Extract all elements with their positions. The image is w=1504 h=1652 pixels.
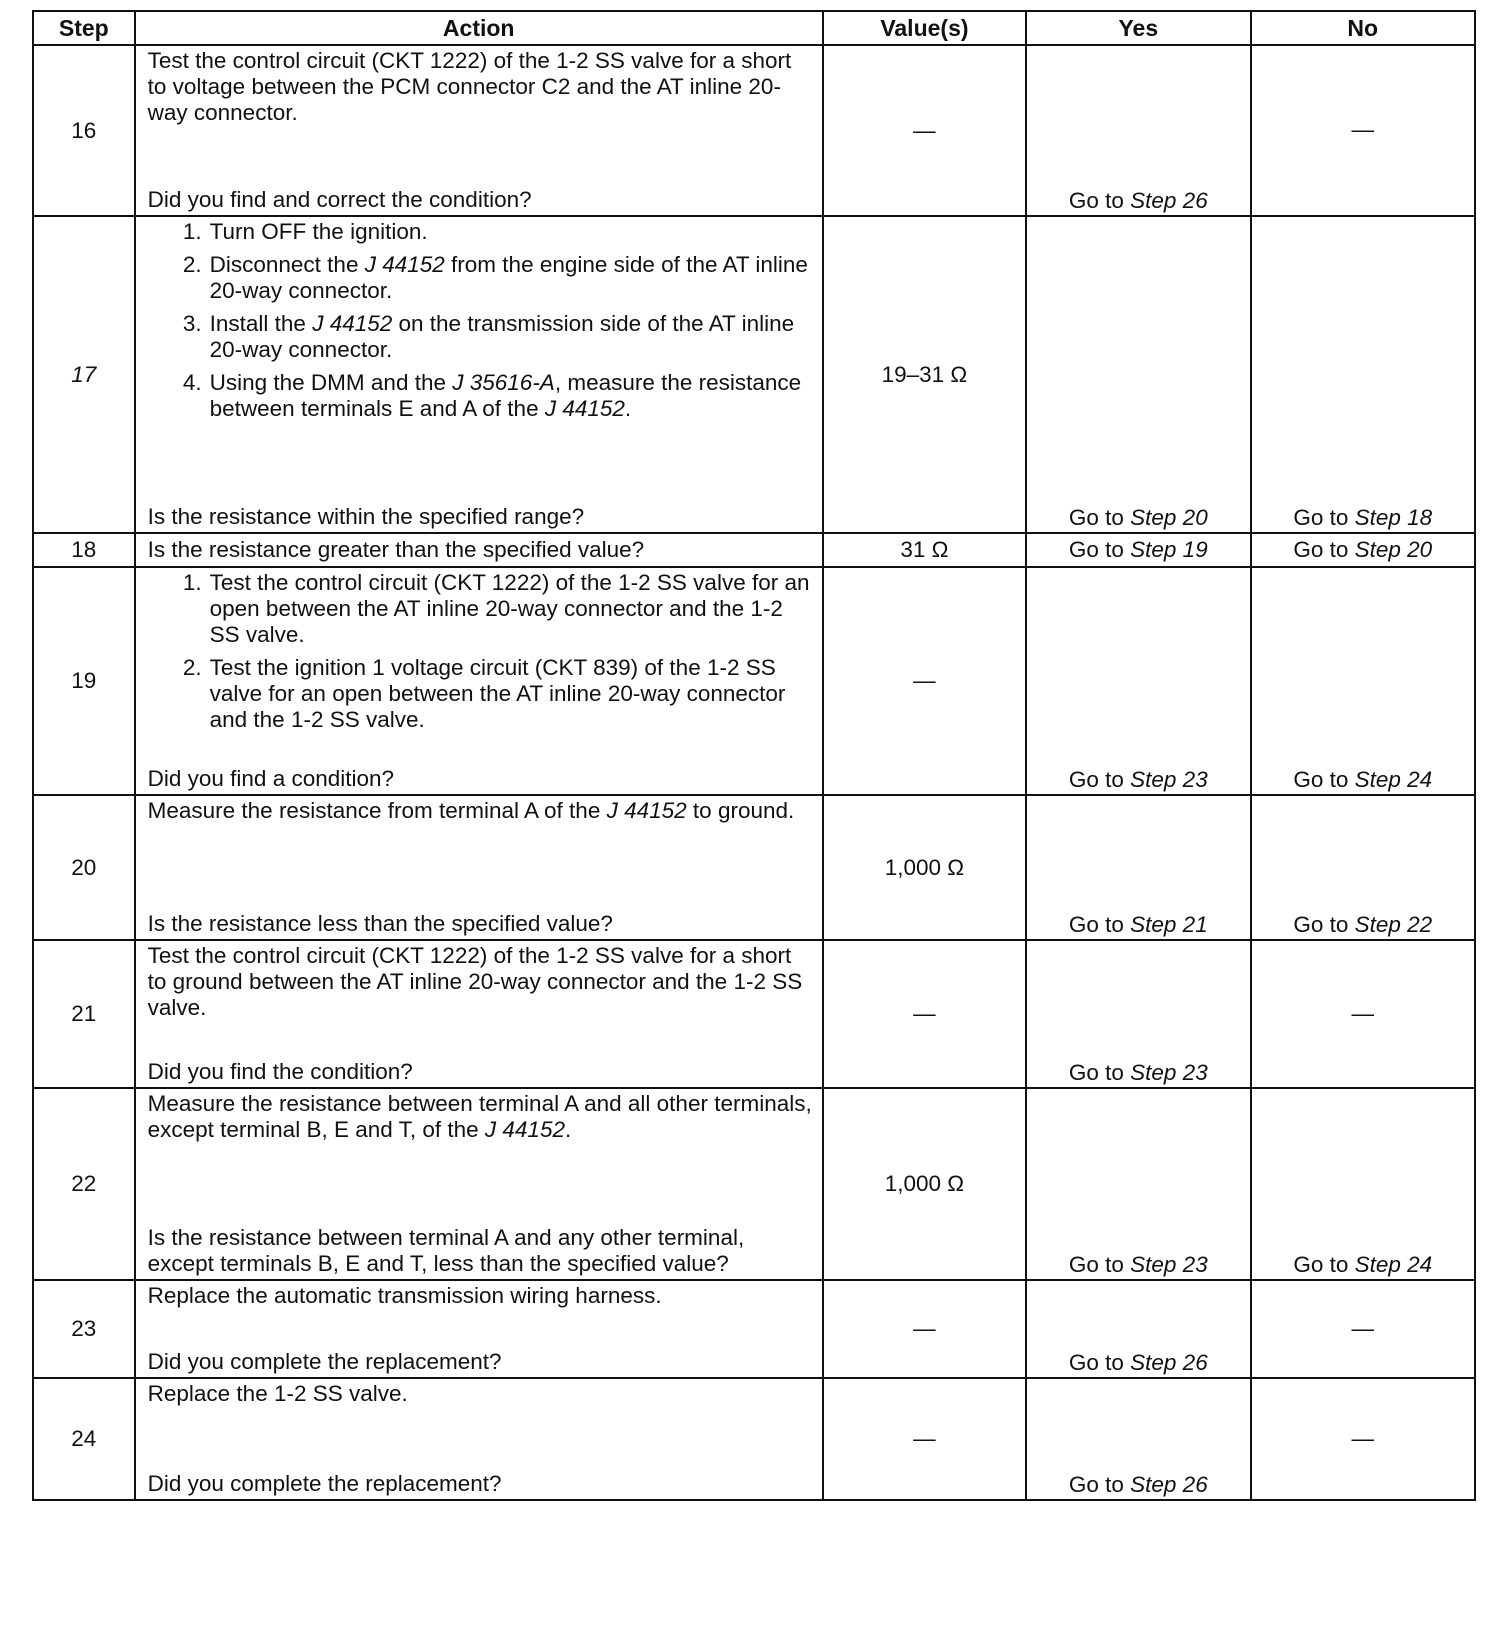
no-cell [1251, 940, 1476, 1088]
step-number: 24 [33, 1378, 135, 1500]
step-number: 19 [33, 567, 135, 795]
action-instructions [148, 943, 812, 1021]
table-row [33, 533, 1475, 567]
yes-goto-label: Go to [1068, 188, 1124, 213]
no-step-link[interactable]: Step 22 [1354, 912, 1433, 937]
no-value-dash: — [1351, 117, 1374, 142]
action-cell [135, 1088, 823, 1280]
table-row [33, 216, 1475, 533]
no-goto-label: Go to [1293, 536, 1349, 562]
yes-goto-label: Go to [1068, 1252, 1124, 1277]
action-content [148, 219, 812, 530]
action-text-run: Test the control circuit (CKT 1222) of the 1-2 SS valve for a short to ground between the AT inline 20-way connector and the 1-2 SS valve. [147, 943, 803, 1020]
step-number: 21 [33, 940, 135, 1088]
yes-goto-label: Go to [1068, 536, 1124, 562]
yes-cell [1026, 1378, 1250, 1500]
step-number: 18 [33, 533, 135, 567]
tool-reference: J 44152 [484, 1117, 565, 1142]
action-step-text [210, 219, 812, 245]
action-text-run: Turn OFF the ignition. [209, 219, 428, 244]
action-question: Did you find and correct the condition? [147, 187, 532, 212]
step-number: 20 [33, 795, 135, 940]
no-cell [1251, 1088, 1476, 1280]
action-text-run: . [564, 1117, 572, 1142]
value-cell: — [823, 1378, 1026, 1500]
action-instructions [148, 1381, 812, 1407]
action-step-text [210, 570, 812, 648]
action-instructions [148, 1283, 812, 1309]
yes-goto-label: Go to [1068, 505, 1124, 530]
action-step-item [148, 219, 812, 245]
header-yes: Yes [1026, 11, 1250, 45]
action-content [148, 798, 812, 937]
no-goto-label: Go to [1293, 767, 1349, 792]
action-instructions [148, 1091, 812, 1143]
action-cell [135, 567, 823, 795]
yes-goto-label: Go to [1068, 1350, 1124, 1375]
yes-cell [1026, 533, 1250, 567]
no-step-link[interactable]: Step 24 [1354, 767, 1433, 792]
yes-goto-label: Go to [1068, 912, 1124, 937]
table-row [33, 795, 1475, 940]
value-cell: — [823, 45, 1026, 216]
action-cell [135, 1280, 823, 1378]
yes-step-link[interactable]: Step 26 [1130, 188, 1208, 213]
yes-cell [1026, 216, 1250, 533]
yes-goto-label: Go to [1068, 1472, 1124, 1497]
action-paragraph [148, 943, 812, 1021]
action-question: Did you find a condition? [147, 766, 395, 791]
action-step-number: 2. [182, 252, 202, 277]
no-cell [1251, 533, 1476, 567]
no-value-dash: — [1351, 1000, 1374, 1026]
action-step-item [148, 311, 812, 363]
action-text-run: Test the control circuit (CKT 1222) of the 1-2 SS valve for a short to voltage between the PCM connector C2 and the AT inline 20-way connector. [147, 48, 792, 125]
action-question: Is the resistance between terminal A and any other terminal, except terminals B, E and T, less than the specified value? [147, 1225, 745, 1276]
action-cell [135, 45, 823, 216]
action-paragraph [148, 1381, 812, 1407]
no-goto-label: Go to [1293, 912, 1349, 937]
action-instructions [148, 570, 812, 740]
no-value-dash: — [1351, 1425, 1374, 1451]
no-cell [1251, 567, 1476, 795]
action-content [148, 48, 812, 213]
tool-reference: J 44152 [544, 396, 625, 421]
no-cell [1251, 1280, 1476, 1378]
no-cell [1251, 795, 1476, 940]
action-paragraph [148, 798, 812, 824]
yes-cell [1026, 1280, 1250, 1378]
no-step-link[interactable]: Step 18 [1354, 505, 1433, 530]
yes-step-link[interactable]: Step 26 [1130, 1472, 1208, 1497]
action-paragraph [148, 1283, 812, 1309]
action-content [148, 1381, 812, 1497]
action-cell [135, 795, 823, 940]
no-step-link[interactable]: Step 24 [1354, 1252, 1433, 1277]
action-text-run: Measure the resistance from terminal A of the [147, 798, 607, 823]
action-cell [135, 1378, 823, 1500]
action-text-run: Measure the resistance between terminal A and all other terminals, except terminal B, E and T, of the [147, 1091, 812, 1142]
action-question: Is the resistance greater than the specified value? [147, 537, 645, 562]
action-cell [135, 533, 823, 567]
action-instructions [148, 48, 812, 126]
table-row [33, 1280, 1475, 1378]
action-text-run: , measure the resistance between terminals E and A of the [209, 370, 802, 421]
table-body [33, 45, 1475, 1500]
action-text-run: . [624, 396, 632, 421]
action-step-item [148, 370, 812, 422]
action-step-number: 1. [182, 570, 202, 595]
action-step-number: 1. [182, 219, 202, 244]
yes-step-link[interactable]: Step 19 [1130, 536, 1208, 562]
value-cell: — [823, 1280, 1026, 1378]
yes-cell [1026, 795, 1250, 940]
header-no: No [1251, 11, 1476, 45]
action-steps-list [148, 570, 812, 733]
action-content [148, 536, 812, 564]
action-question: Did you complete the replacement? [147, 1349, 502, 1374]
yes-cell [1026, 940, 1250, 1088]
action-step-number: 2. [182, 655, 202, 680]
no-cell [1251, 216, 1476, 533]
table-row [33, 1088, 1475, 1280]
step-number: 17 [33, 216, 135, 533]
yes-goto-label: Go to [1068, 1060, 1124, 1085]
action-cell [135, 940, 823, 1088]
action-step-item [148, 252, 812, 304]
header-row [33, 11, 1475, 45]
diagnostic-table [32, 10, 1476, 1501]
action-step-text [210, 370, 812, 422]
no-goto-label: Go to [1293, 1252, 1349, 1277]
action-steps-list [148, 219, 812, 422]
action-text-run: Using the DMM and the [209, 370, 453, 395]
value-cell: 19–31 Ω [823, 216, 1026, 533]
action-instructions [148, 798, 812, 824]
action-content [148, 1283, 812, 1375]
no-step-link[interactable]: Step 20 [1354, 536, 1433, 562]
action-text-run: from the engine side of the AT inline 20-way connector. [209, 252, 808, 303]
action-step-number: 3. [182, 311, 202, 336]
action-step-text [210, 252, 812, 304]
step-number: 23 [33, 1280, 135, 1378]
action-question: Did you complete the replacement? [147, 1471, 502, 1496]
action-question: Is the resistance less than the specified value? [147, 911, 613, 936]
action-paragraph [148, 1091, 812, 1143]
action-text-run: Test the control circuit (CKT 1222) of the 1-2 SS valve for an open between the AT inline 20-way connector and the 1-2 SS valve. [209, 570, 810, 647]
yes-goto-label: Go to [1068, 767, 1124, 792]
value-cell: — [823, 567, 1026, 795]
table-row [33, 1378, 1475, 1500]
action-content [148, 943, 812, 1085]
action-cell [135, 216, 823, 533]
yes-step-link[interactable]: Step 26 [1130, 1350, 1208, 1375]
yes-step-link[interactable]: Step 21 [1130, 912, 1208, 937]
action-step-item [148, 570, 812, 648]
yes-cell [1026, 1088, 1250, 1280]
action-text-run: Install the [209, 311, 313, 336]
action-question: Is the resistance within the specified range? [147, 504, 585, 529]
tool-reference: J 44152 [364, 252, 445, 277]
action-text-run: Replace the automatic transmission wiring harness. [147, 1283, 662, 1308]
action-step-number: 4. [182, 370, 202, 395]
action-text-run: Disconnect the [209, 252, 365, 277]
header-values: Value(s) [823, 11, 1026, 45]
no-cell [1251, 1378, 1476, 1500]
yes-step-link[interactable]: Step 23 [1130, 1060, 1208, 1085]
action-question: Did you find the condition? [147, 1059, 413, 1084]
no-goto-label: Go to [1293, 505, 1349, 530]
yes-step-link[interactable]: Step 23 [1130, 1252, 1208, 1277]
action-content [148, 1091, 812, 1277]
table-row [33, 45, 1475, 216]
action-text-run: to ground. [686, 798, 795, 823]
action-paragraph [148, 48, 812, 126]
header-step: Step [33, 11, 135, 45]
yes-cell [1026, 45, 1250, 216]
step-number: 16 [33, 45, 135, 216]
action-content [148, 570, 812, 792]
action-step-text [210, 311, 812, 363]
header-action: Action [135, 11, 823, 45]
value-cell: — [823, 940, 1026, 1088]
action-text-run: on the transmission side of the AT inline 20-way connector. [209, 311, 795, 362]
action-step-item [148, 655, 812, 733]
action-text-run: Test the ignition 1 voltage circuit (CKT 839) of the 1-2 SS valve for an open between the AT inline 20-way connector and the 1-2 SS valve. [209, 655, 786, 732]
action-step-text [210, 655, 812, 733]
value-cell: 1,000 Ω [823, 1088, 1026, 1280]
tool-reference: J 35616-A [452, 370, 555, 395]
step-number: 22 [33, 1088, 135, 1280]
tool-reference: J 44152 [606, 798, 687, 823]
no-value-dash: — [1351, 1315, 1374, 1341]
value-cell: 1,000 Ω [823, 795, 1026, 940]
table-row [33, 940, 1475, 1088]
yes-cell [1026, 567, 1250, 795]
table-row [33, 567, 1475, 795]
action-text-run: Replace the 1-2 SS valve. [147, 1381, 408, 1406]
yes-step-link[interactable]: Step 23 [1130, 767, 1208, 792]
action-instructions [148, 219, 812, 429]
value-cell: 31 Ω [823, 533, 1026, 567]
tool-reference: J 44152 [312, 311, 393, 336]
no-cell [1251, 45, 1476, 216]
yes-step-link[interactable]: Step 20 [1130, 505, 1208, 530]
